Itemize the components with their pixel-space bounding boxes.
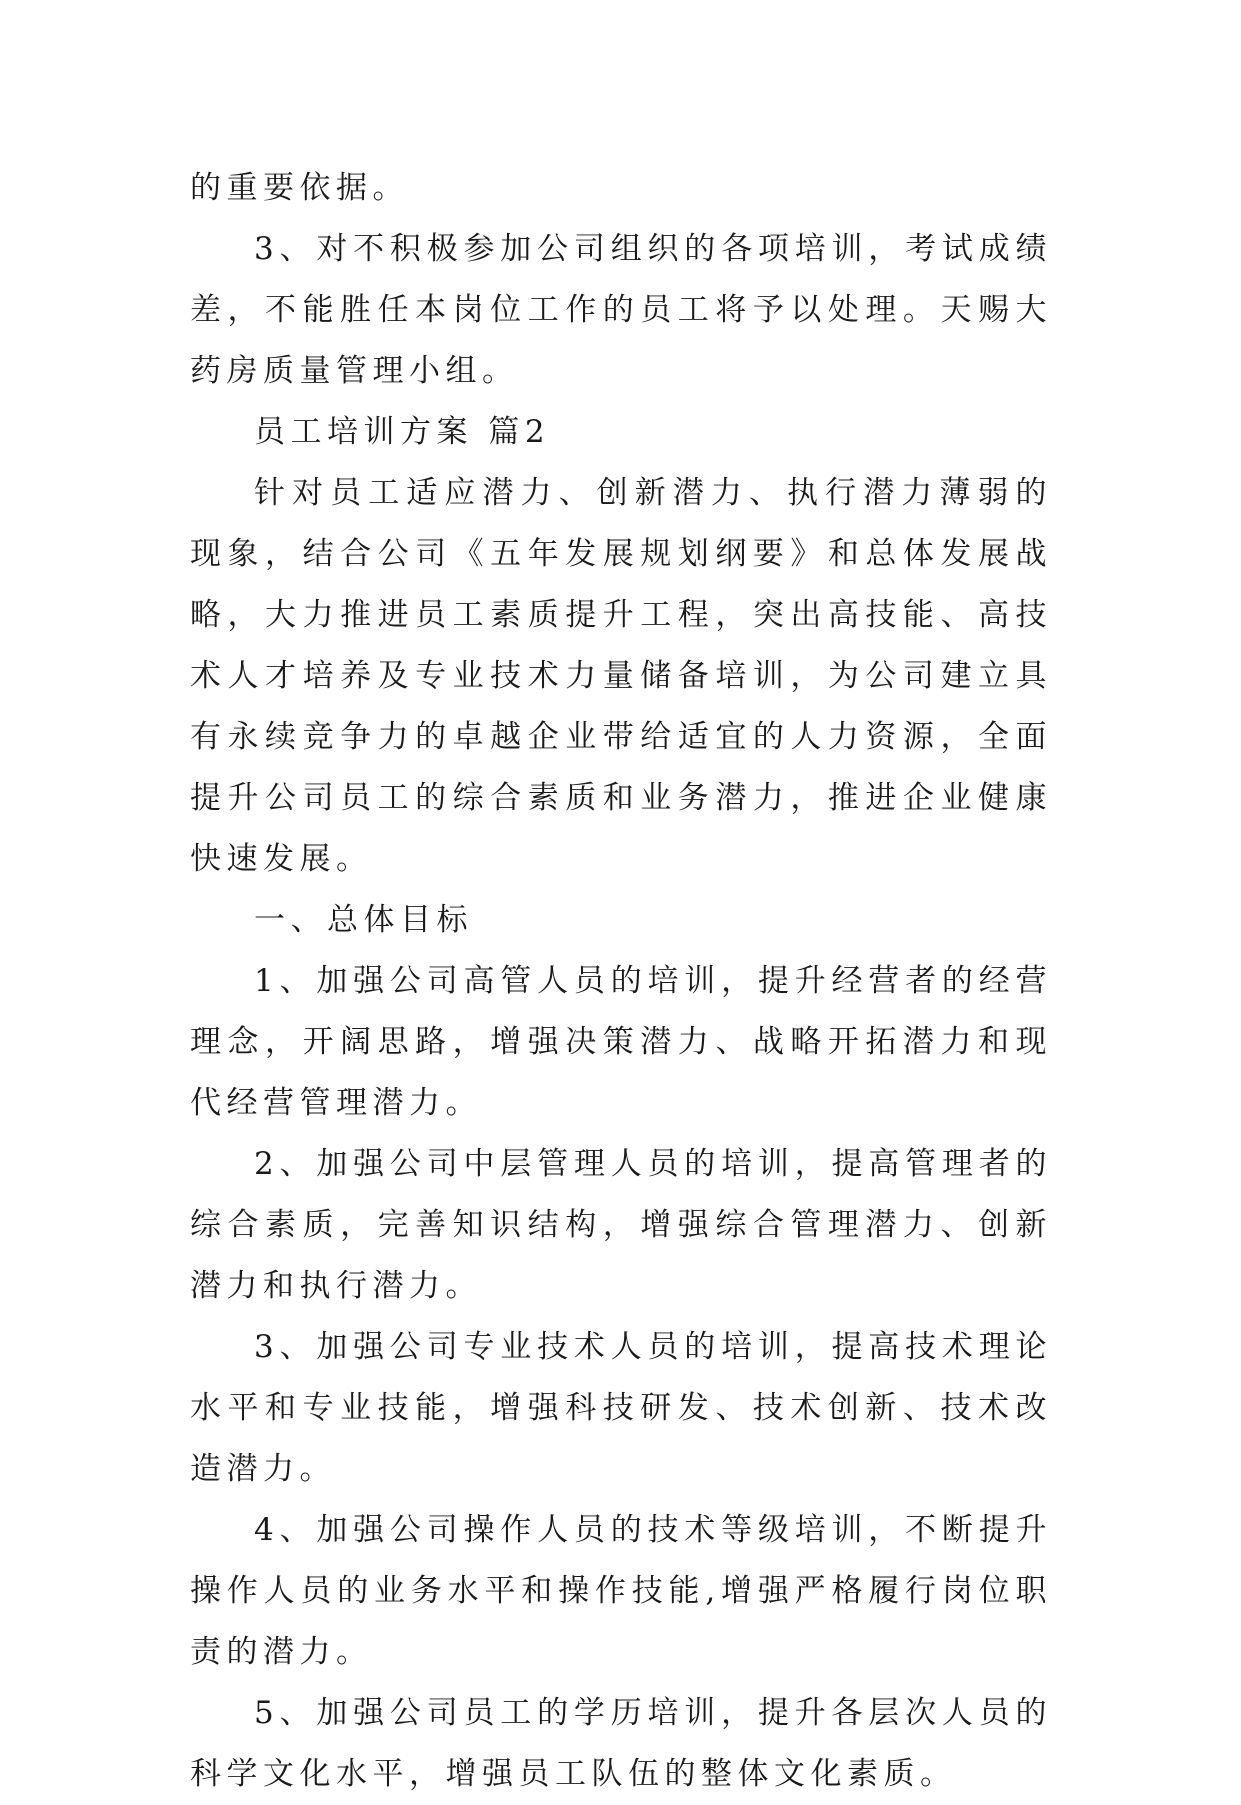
section-heading: 员工培训方案 篇2 — [254, 414, 551, 450]
paragraph-intro: 针对员工适应潜力、创新潜力、执行潜力薄弱的现象，结合公司《五年发展规划纲要》和总体发展战略，大力推进员工素质提升工程，突出高技能、高技术人才培养及专业技术力量储备培训，为公司建立具有永续竞争力的卓越企业带给适宜的人力资源，全面提升公司员工的综合素质和业务潜力，推进企业健康快速发展。 — [190, 475, 1052, 877]
paragraph-goal-1: 1、加强公司高管人员的培训，提升经营者的经营理念，开阔思路，增强决策潜力、战略开拓潜力和现代经营管理潜力。 — [190, 963, 1052, 1121]
paragraph-goal-5: 5、加强公司员工的学历培训，提升各层次人员的科学文化水平，增强员工队伍的整体文化素质。 — [190, 1695, 1052, 1792]
paragraph-continuation: 的重要依据。 — [190, 170, 409, 206]
paragraph-goal-4: 4、加强公司操作人员的技术等级培训，不断提升操作人员的业务水平和操作技能,增强严格履行岗位职责的潜力。 — [190, 1512, 1052, 1670]
paragraph-goal-2: 2、加强公司中层管理人员的培训，提高管理者的综合素质，完善知识结构，增强综合管理潜力、创新潜力和执行潜力。 — [190, 1146, 1052, 1304]
paragraph-goal-3: 3、加强公司专业技术人员的培训，提高技术理论水平和专业技能，增强科技研发、技术创新、技术改造潜力。 — [190, 1329, 1052, 1487]
paragraph-item-3-penalty: 3、对不积极参加公司组织的各项培训，考试成绩差，不能胜任本岗位工作的员工将予以处理。天赐大药房质量管理小组。 — [190, 231, 1052, 389]
document-body — [190, 158, 1052, 1805]
subheading-overall-goals: 一、总体目标 — [254, 902, 473, 938]
